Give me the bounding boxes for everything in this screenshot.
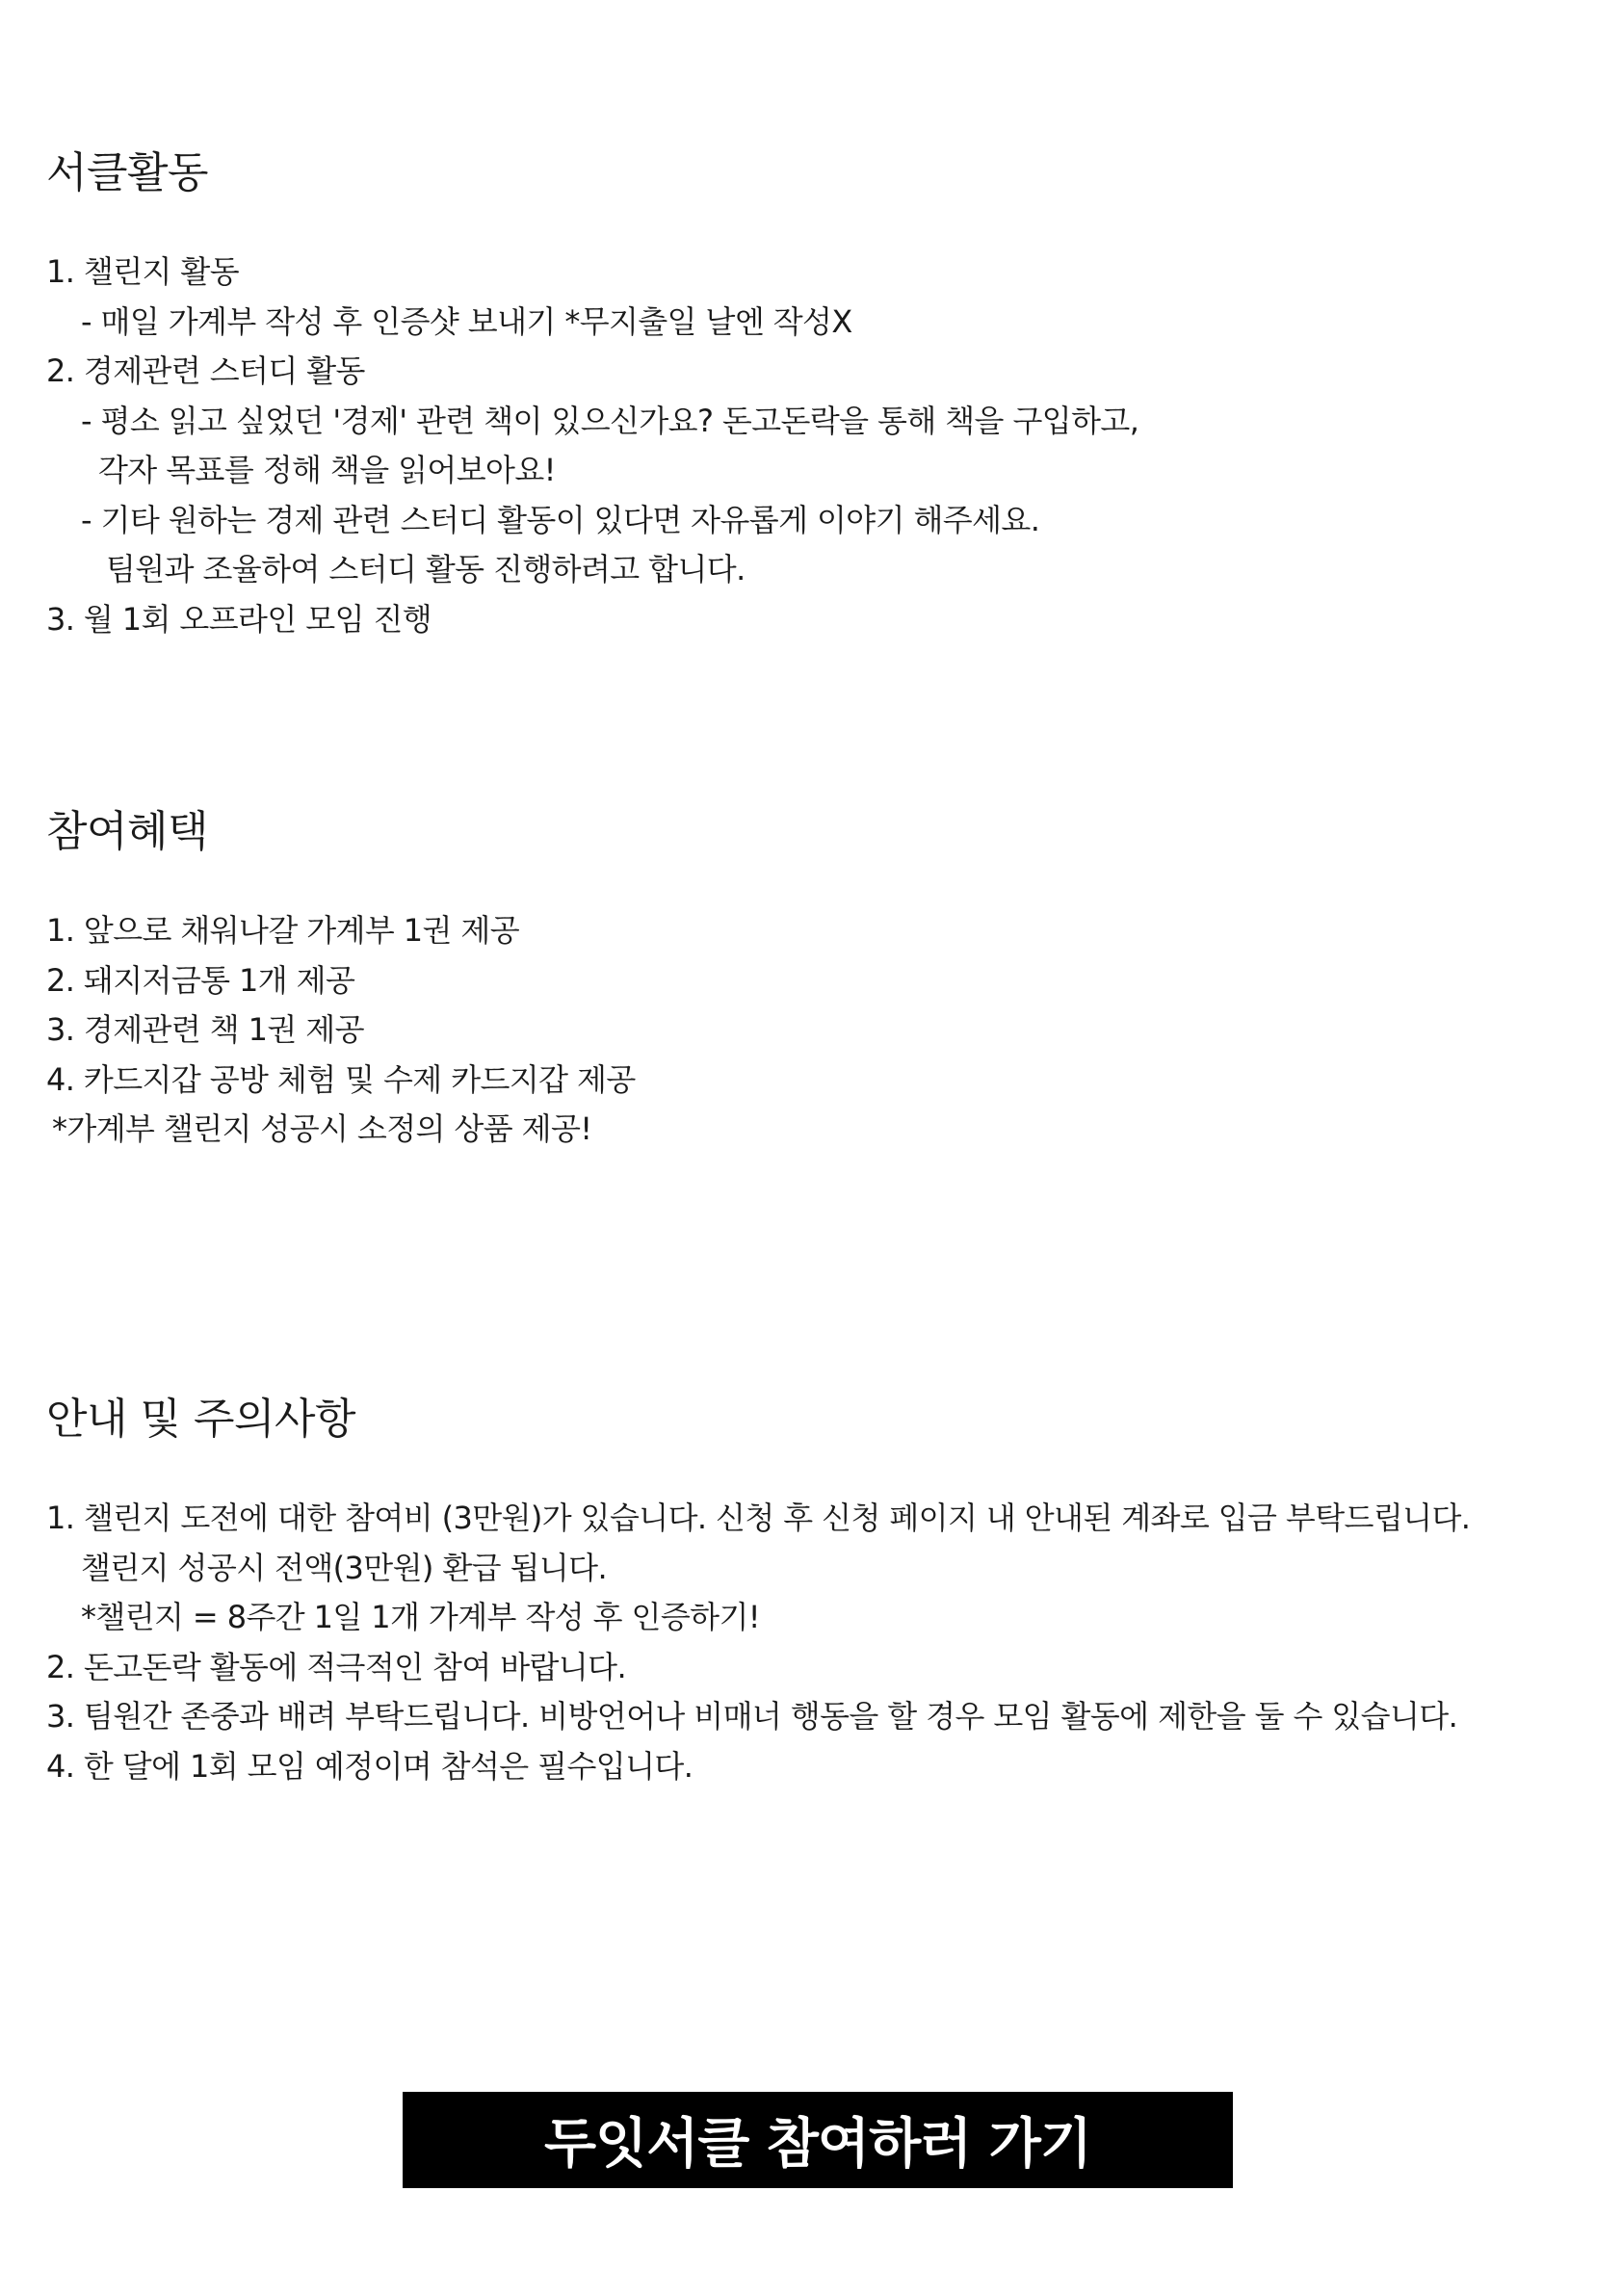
- notice-line: 4. 한 달에 1회 모임 예정이며 참석은 필수입니다.: [46, 1747, 693, 1785]
- circle-activities-list: [46, 248, 1549, 644]
- notice-line: 1. 챌린지 도전에 대한 참여비 (3만원)가 있습니다. 신청 후 신청 페이지 내 안내된 계좌로 입금 부탁드립니다.: [46, 1500, 1471, 1536]
- activity-line: - 기타 원하는 경제 관련 스터디 활동이 있다면 자유롭게 이야기 해주세요.: [81, 501, 1040, 538]
- notice-line: *챌린지 = 8주간 1일 1개 가계부 작성 후 인증하기!: [81, 1599, 760, 1635]
- benefit-line: 2. 돼지저금통 1개 제공: [46, 961, 355, 999]
- activity-line: 1. 챌린지 활동: [46, 253, 240, 290]
- benefits-list: [46, 906, 1549, 1155]
- benefits-section: [46, 805, 1549, 1155]
- circle-activities-section: [46, 146, 1549, 644]
- benefits-title: 참여혜택: [46, 807, 209, 856]
- notice-section: [46, 1393, 1549, 1791]
- notice-line: 3. 팀원간 존중과 배려 부탁드립니다. 비방언어나 비매너 행동을 할 경우 모임 활동에 제한을 둘 수 있습니다.: [46, 1698, 1458, 1735]
- activity-line: - 매일 가계부 작성 후 인증샷 보내기 *무지출일 날엔 작성X: [81, 302, 852, 340]
- benefit-line: 4. 카드지갑 공방 체험 및 수제 카드지갑 제공: [46, 1060, 636, 1098]
- activity-line: 2. 경제관련 스터디 활동: [46, 352, 365, 389]
- notice-title: 안내 및 주의사항: [46, 1395, 355, 1444]
- activity-line: 각자 목표를 정해 책을 읽어보아요!: [98, 452, 556, 488]
- notice-line: 챌린지 성공시 전액(3만원) 환급 됩니다.: [81, 1549, 608, 1586]
- activity-line: 3. 월 1회 오프라인 모임 진행: [46, 600, 432, 638]
- notice-list: [46, 1494, 1549, 1791]
- circle-activities-title: 서클활동: [46, 148, 209, 197]
- notice-line: 2. 돈고돈락 활동에 적극적인 참여 바랍니다.: [46, 1648, 627, 1685]
- activity-line: 팀원과 조율하여 스터디 활동 진행하려고 합니다.: [106, 551, 746, 587]
- benefit-line: 3. 경제관련 책 1권 제공: [46, 1011, 364, 1048]
- benefit-line: *가계부 챌린지 성공시 소정의 상품 제공!: [52, 1110, 592, 1147]
- benefit-line: 1. 앞으로 채워나갈 가계부 1권 제공: [46, 912, 520, 949]
- activity-line: - 평소 읽고 싶었던 '경제' 관련 책이 있으신가요? 돈고돈락을 통해 책을 구입하고,: [81, 402, 1139, 439]
- join-circle-button[interactable]: 두잇서클 참여하러 가기: [403, 2092, 1233, 2188]
